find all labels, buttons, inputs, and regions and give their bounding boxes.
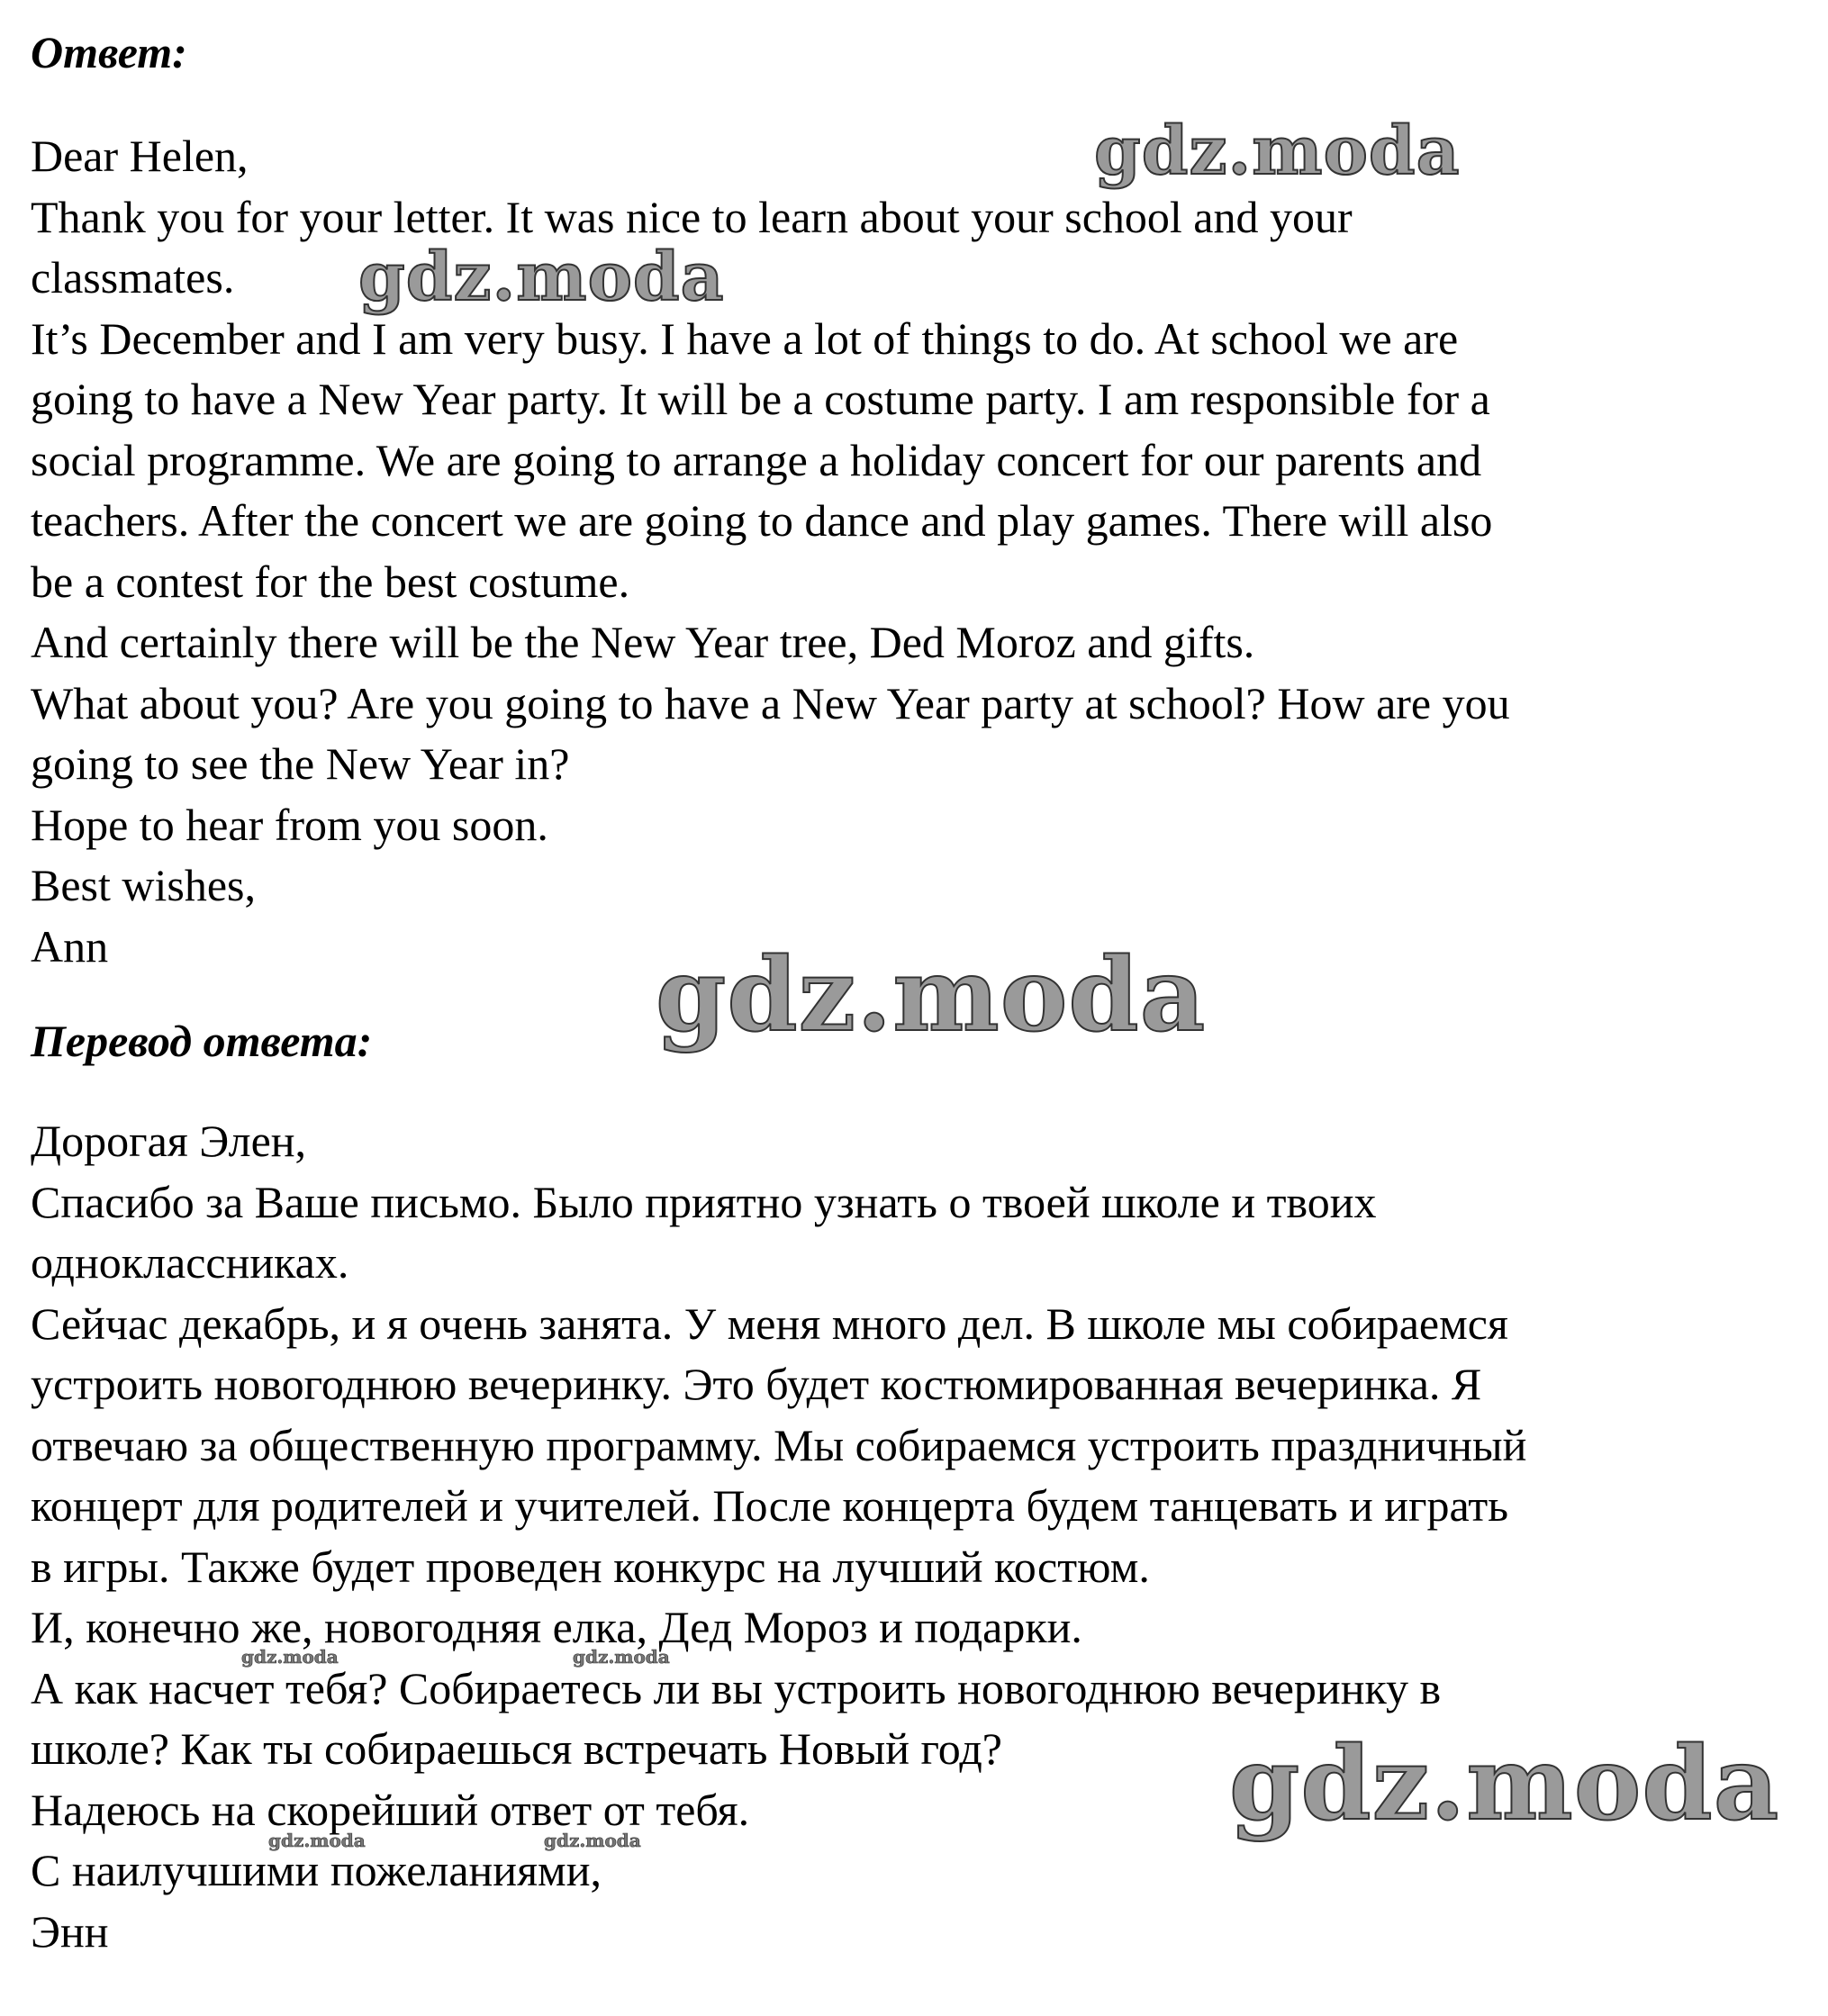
translation-line: С наилучшими пожеланиями, [31, 1845, 602, 1895]
answer-line: Thank you for your letter. It was nice to learn about your school and your [31, 191, 1353, 242]
translation-line: устроить новогоднюю вечеринку. Это будет костюмированная вечеринка. Я [31, 1359, 1482, 1409]
watermark: gdz.moda [544, 1830, 641, 1851]
answer-line: social programme. We are going to arrange a holiday concert for our parents and [31, 434, 1482, 485]
translation-line: школе? Как ты собираешься встречать Новый год? [31, 1723, 1002, 1774]
translation-line: И, конечно же, новогодняя елка, Дед Мороз и подарки. [31, 1602, 1082, 1652]
answer-line: going to see the New Year in? [31, 738, 570, 789]
answer-line: Dear Helen, [31, 131, 249, 181]
watermark: gdz.moda [573, 1646, 670, 1668]
watermark: gdz.moda [1229, 1725, 1780, 1843]
answer-line: be a contest for the best costume. [31, 556, 630, 607]
translation-line: Дорогая Элен, [31, 1116, 307, 1166]
translation-line: одноклассниках. [31, 1237, 349, 1288]
watermark: gdz.moda [268, 1830, 366, 1851]
answer-line: What about you? Are you going to have a New Year party at school? How are you [31, 677, 1510, 728]
watermark: gdz.moda [241, 1646, 339, 1668]
answer-heading: Ответ: [31, 27, 187, 77]
answer-letter [31, 126, 1814, 977]
translation-heading: Перевод ответа: [31, 1016, 373, 1066]
answer-line: It’s December and I am very busy. I have a lot of things to do. At school we are [31, 312, 1459, 364]
translation-line: Спасибо за Ваше письмо. Было приятно узнать о твоей школе и твоих [31, 1176, 1377, 1227]
watermark: gdz.moda [358, 239, 725, 316]
answer-line: Best wishes, [31, 860, 256, 910]
answer-line: Hope to hear from you soon. [31, 799, 548, 850]
watermark: gdz.moda [656, 936, 1207, 1054]
answer-line: Ann [31, 920, 109, 972]
translation-line: отвечаю за общественную программу. Мы собираемся устроить праздничный [31, 1419, 1527, 1470]
translation-line: Сейчас декабрь, и я очень занята. У меня много дел. В школе мы собираемся [31, 1297, 1508, 1349]
translation-line: концерт для родителей и учителей. После концерта будем танцевать и играть [31, 1480, 1509, 1531]
translation-line: в игры. Также будет проведен конкурс на лучший костюм. [31, 1541, 1150, 1592]
watermark: gdz.moda [1094, 113, 1461, 190]
translation-line: А как насчет тебя? Собираетесь ли вы устроить новогоднюю вечеринку в [31, 1662, 1442, 1713]
translation-letter [31, 1111, 1814, 1962]
answer-line: classmates. [31, 252, 235, 303]
translation-line: Энн [31, 1905, 109, 1957]
answer-line: And certainly there will be the New Year tree, Ded Moroz and gifts. [31, 617, 1255, 667]
answer-line: teachers. After the concert we are going to dance and play games. There will also [31, 495, 1493, 546]
answer-line: going to have a New Year party. It will be a costume party. I am responsible for a [31, 374, 1490, 424]
translation-line: Надеюсь на скорейший ответ от тебя. [31, 1784, 750, 1835]
